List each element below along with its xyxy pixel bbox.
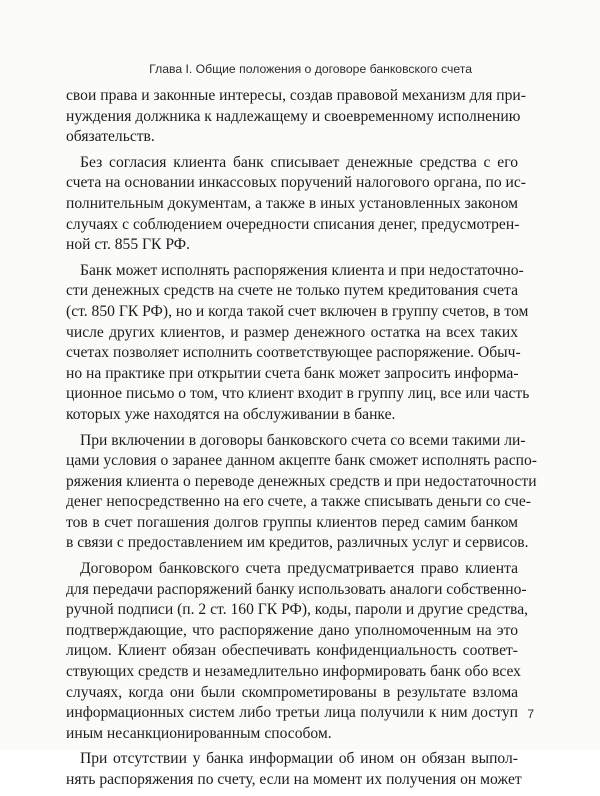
text-line: которых уже находятся на обслуживании в банке. xyxy=(66,405,396,423)
text-line: счетах позволяет исполнить соответствующее распоряжение. Обыч- xyxy=(66,344,521,362)
paragraph xyxy=(66,559,529,744)
text-line: Без согласия клиента банк списывает денежные средства с его xyxy=(80,153,518,171)
text-line: ствующих средств и незамедлительно информировать банк обо всех xyxy=(66,663,521,681)
paragraph xyxy=(66,749,522,790)
text-line: ручной подписи (п. 2 ст. 160 ГК РФ), коды, пароли и другие средства, xyxy=(66,601,529,619)
text-line: ряжения клиента о переводе денежных средств и при недостаточности xyxy=(66,472,537,490)
text-line: Банк может исполнять распоряжения клиента и при недостаточно- xyxy=(80,261,524,279)
text-line: случаях, когда они были скомпрометированы в результате взлома xyxy=(66,683,518,701)
text-line: свои права и законные интересы, создав правовой механизм для при- xyxy=(66,87,526,104)
text-line: денег непосредственно на его счете, а также списывать деньги со сче- xyxy=(66,493,531,511)
text-line: информационных систем либо третьи лица получили к ним доступ xyxy=(66,704,518,722)
paragraph xyxy=(66,153,526,256)
text-line: лицом. Клиент обязан обеспечивать конфиденциальность соответ- xyxy=(66,642,518,660)
page-number: 7 xyxy=(527,707,534,721)
paragraph xyxy=(66,86,526,148)
text-line: ной ст. 855 ГК РФ. xyxy=(66,236,190,254)
text-line: При отсутствии у банка информации об ином он обязан выпол- xyxy=(80,750,518,768)
text-line: тов в счет погашения долгов группы клиентов перед самим банком xyxy=(66,513,518,531)
paragraph xyxy=(66,261,530,426)
paragraph xyxy=(66,431,537,555)
text-line: случаях с соблюдением очередности списания денег, предусмотрен- xyxy=(66,215,520,233)
text-line: Договором банковского счета предусматривается право клиента xyxy=(80,560,518,578)
text-line: иным несанкционированным способом. xyxy=(66,724,332,742)
running-head: Глава I. Общие положения о договоре банковского счета xyxy=(149,62,472,76)
text-line: ционное письмо о том, что клиент входит в группу лиц, все или часть xyxy=(66,385,530,403)
text-line: но на практике при открытии счета банк может запросить информа- xyxy=(66,364,519,382)
text-line: в связи с предоставлением им кредитов, различных услуг и сервисов. xyxy=(66,534,529,552)
text-line: подтверждающие, что распоряжение дано уполномоченным на это xyxy=(66,621,518,639)
text-line: цами условия о заранее данном акцепте банк сможет исполнять распо- xyxy=(66,452,537,470)
text-line: счета на основании инкассовых поручений налогового органа, по ис- xyxy=(66,174,526,192)
text-line: нуждения должника к надлежащему и своевременному исполнению xyxy=(66,107,521,125)
text-line: для передачи распоряжений банку использовать аналоги собственно- xyxy=(66,580,527,598)
text-line: числе других клиентов, и размер денежного остатка на всех таких xyxy=(66,323,518,341)
text-line: обязательств. xyxy=(66,128,155,146)
text-line: (ст. 850 ГК РФ), но и когда такой счет включен в группу счетов, в том xyxy=(66,302,529,320)
body-text xyxy=(66,86,537,796)
text-line: полнительным документам, а также в иных установленных законом xyxy=(66,194,518,212)
text-line: При включении в договоры банковского счета со всеми такими ли- xyxy=(80,431,526,449)
text-line: нять распоряжения по счету, если на момент их получения он может xyxy=(66,771,522,788)
text-line: сти денежных средств на счете не только путем кредитования счета xyxy=(66,282,518,300)
